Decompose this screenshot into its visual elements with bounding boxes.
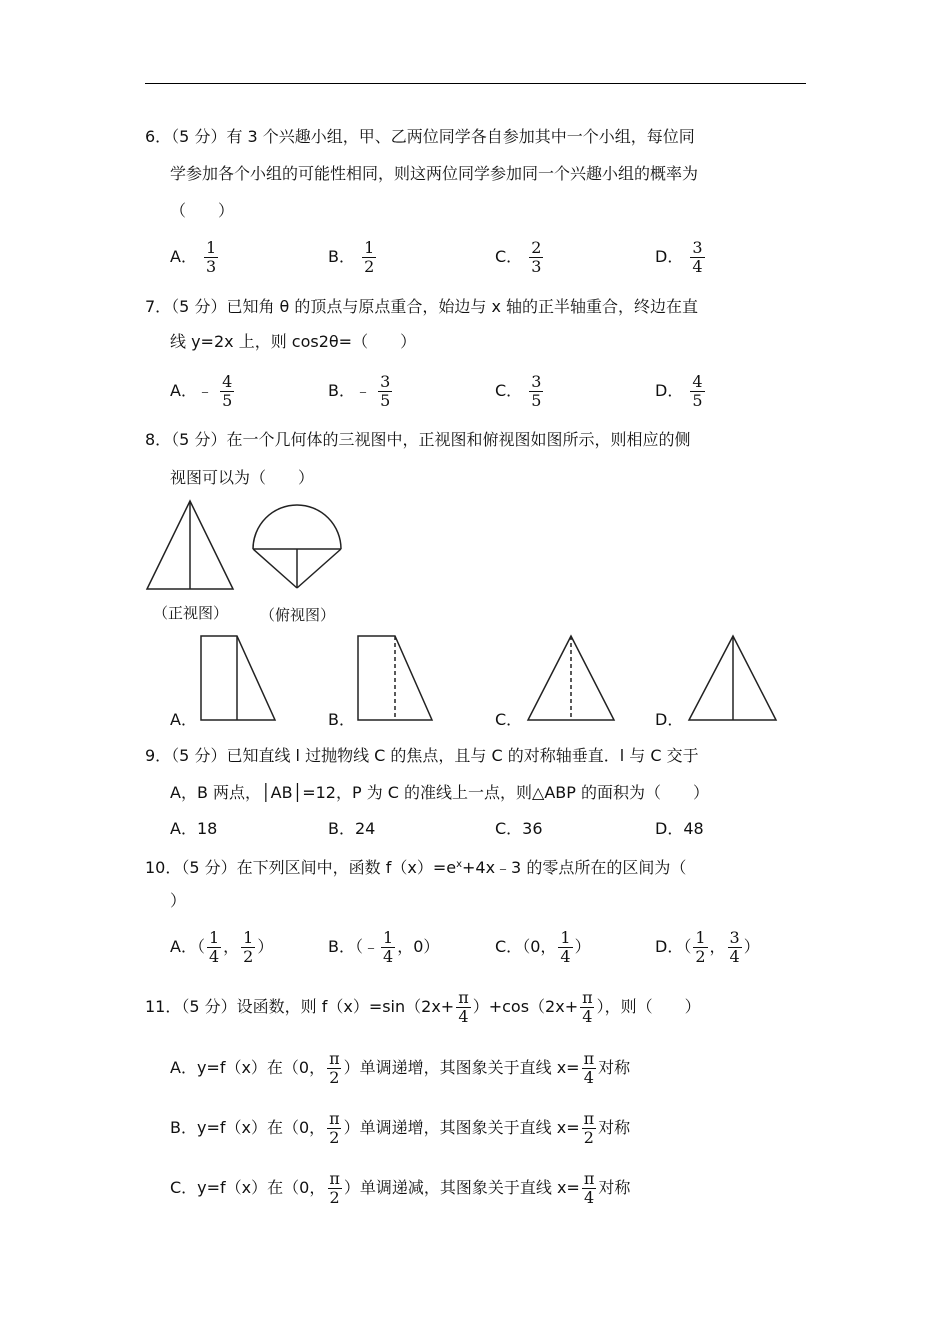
- q6-option-b[interactable]: B． $\frac{1}{2}$: [328, 238, 375, 276]
- fraction: $\frac{\pi}{4}$: [458, 988, 469, 1026]
- fraction: $\frac{4}{5}$: [222, 372, 233, 410]
- q8-option-d[interactable]: D．: [655, 710, 684, 729]
- q8-line2: 视图可以为（ ）: [170, 468, 315, 487]
- fraction: $\frac{1}{3}$: [206, 238, 217, 276]
- q8-option-d-figure: [689, 636, 776, 720]
- fraction: $\frac{\pi}{2}$: [329, 1109, 340, 1147]
- q8-line1: 8．（5 分）在一个几何体的三视图中，正视图和俯视图如图所示，则相应的侧: [145, 430, 691, 449]
- q7-option-b[interactable]: B．﹣ $\frac{3}{5}$: [328, 372, 391, 410]
- q11-option-a[interactable]: A．y=f（x）在（0， $\frac{\pi}{2}$ ）单调递增，其图象关于直线 x= $\frac{\pi}{4}$ 对称: [170, 1049, 631, 1087]
- front-view-figure: [147, 501, 233, 589]
- fraction: $\frac{1}{2}$: [364, 238, 375, 276]
- fraction: $\frac{3}{4}$: [729, 928, 740, 966]
- fraction: $\frac{1}{2}$: [695, 928, 706, 966]
- fraction: $\frac{2}{3}$: [531, 238, 542, 276]
- q9-option-a[interactable]: A．18: [170, 819, 218, 838]
- q11-option-b[interactable]: B．y=f（x）在（0， $\frac{\pi}{2}$ ）单调递增，其图象关于直线 x= $\frac{\pi}{2}$ 对称: [170, 1109, 631, 1147]
- q8-option-b[interactable]: B．: [328, 710, 355, 729]
- fraction: $\frac{\pi}{4}$: [583, 1049, 595, 1087]
- fraction: $\frac{1}{4}$: [208, 928, 220, 966]
- q8-option-a[interactable]: A．: [170, 710, 197, 729]
- q8-option-a-figure: [201, 636, 275, 720]
- q10-option-c[interactable]: C．（0， $\frac{1}{4}$ ）: [495, 928, 591, 966]
- q10-option-a[interactable]: A．（ $\frac{1}{4}$ ， $\frac{1}{2}$ ）: [170, 928, 274, 966]
- q9-option-c[interactable]: C．36: [495, 819, 543, 838]
- q10-option-b[interactable]: B．（﹣ $\frac{1}{4}$ ，0）: [328, 928, 440, 966]
- q10-line2: ）: [170, 891, 187, 910]
- q6-option-c[interactable]: C． $\frac{2}{3}$: [495, 238, 542, 276]
- fraction: $\frac{\pi}{4}$: [583, 1169, 595, 1207]
- fraction: $\frac{\pi}{2}$: [329, 1049, 340, 1087]
- fraction: $\frac{\pi}{2}$: [329, 1169, 340, 1207]
- q11-stem: 11．（5 分）设函数，则 f（x）=sin（2x+ $\frac{\pi}{4}$ ）+cos（2x+ $\frac{\pi}{4}$ ），则（ ）: [145, 988, 701, 1026]
- fraction: $\frac{1}{4}$: [383, 928, 394, 966]
- fraction: $\frac{3}{5}$: [380, 372, 391, 410]
- q9-line2: A，B 两点，│AB│=12，P 为 C 的准线上一点，则△ABP 的面积为（ ）: [170, 783, 710, 802]
- q7-line2: 线 y=2x 上，则 cos2θ=（ ）: [170, 332, 417, 351]
- q6-line1: 6．（5 分）有 3 个兴趣小组，甲、乙两位同学各自参加其中一个小组，每位同: [145, 127, 695, 146]
- q8-option-c[interactable]: C．: [495, 710, 523, 729]
- fraction: $\frac{3}{4}$: [692, 238, 703, 276]
- fraction: $\frac{\pi}{2}$: [583, 1109, 595, 1147]
- q6-line3: （ ）: [170, 201, 235, 220]
- q9-line1: 9．（5 分）已知直线 l 过抛物线 C 的焦点，且与 C 的对称轴垂直．l 与 C 交于: [145, 746, 699, 765]
- top-view-caption: （俯视图）: [260, 606, 336, 624]
- q7-line1: 7．（5 分）已知角 θ 的顶点与原点重合，始边与 x 轴的正半轴重合，终边在直: [145, 297, 699, 316]
- q6-option-d[interactable]: D． $\frac{3}{4}$: [655, 238, 703, 276]
- q7-option-d[interactable]: D． $\frac{4}{5}$: [655, 372, 703, 410]
- q7-option-a[interactable]: A．﹣ $\frac{4}{5}$: [170, 372, 233, 410]
- q6-line2: 学参加各个小组的可能性相同，则这两位同学参加同一个兴趣小组的概率为: [170, 164, 699, 183]
- q9-option-b[interactable]: B．24: [328, 819, 376, 838]
- q10-option-d[interactable]: D．（ $\frac{1}{2}$ ， $\frac{3}{4}$ ）: [655, 928, 760, 966]
- top-view-figure: [253, 505, 341, 588]
- fraction: $\frac{1}{2}$: [243, 928, 254, 966]
- fraction: $\frac{4}{5}$: [692, 372, 703, 410]
- q7-option-c[interactable]: C． $\frac{3}{5}$: [495, 372, 542, 410]
- q11-option-c[interactable]: C．y=f（x）在（0， $\frac{\pi}{2}$ ）单调递减，其图象关于直线 x= $\frac{\pi}{4}$ 对称: [170, 1169, 631, 1207]
- q8-option-b-figure: [358, 636, 432, 720]
- front-view-caption: （正视图）: [153, 604, 229, 622]
- q9-option-d[interactable]: D．48: [655, 819, 704, 838]
- q8-option-c-figure: [528, 636, 614, 720]
- q10-line1: 10．（5 分）在下列区间中，函数 $f(x)=e^x+4x﹣3$ 的零点所在的区间为（: [145, 858, 687, 877]
- fraction: $\frac{1}{4}$: [560, 928, 571, 966]
- fraction: $\frac{3}{5}$: [531, 372, 542, 410]
- fraction: $\frac{\pi}{4}$: [582, 988, 593, 1026]
- q6-option-a[interactable]: A． $\frac{1}{3}$: [170, 238, 217, 276]
